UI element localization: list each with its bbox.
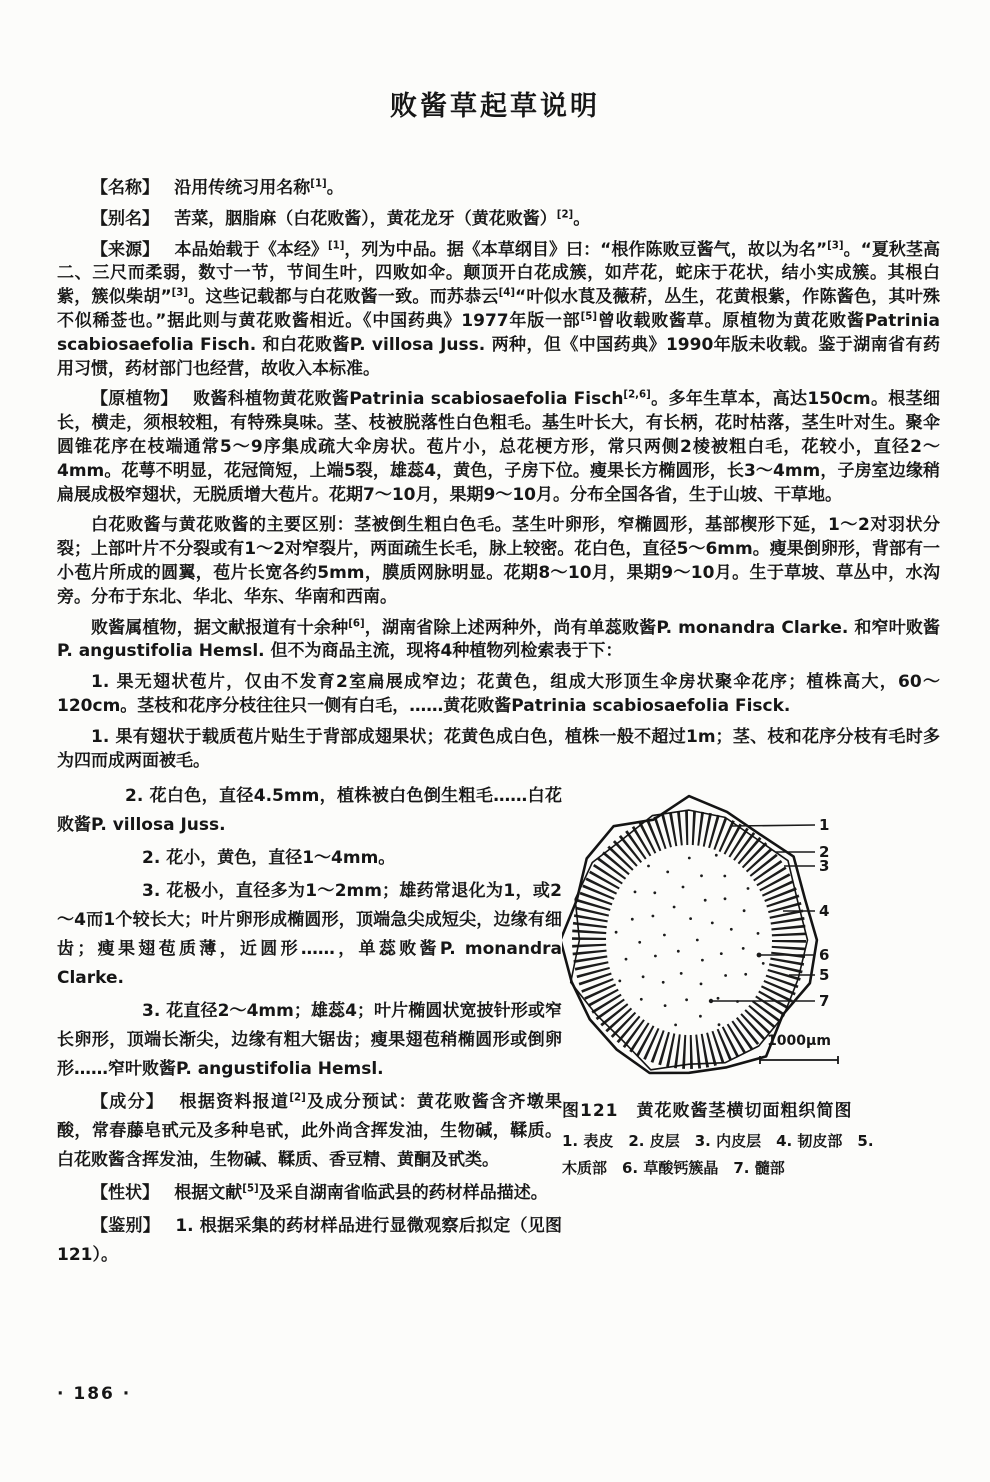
figure-callout: 7 bbox=[819, 992, 830, 1011]
key-item-2a: 2. 花白色，直径4.5mm，植株被白色倒生粗毛……白花败酱P. villosa Juss. bbox=[57, 786, 562, 836]
paragraph-laiyuan: 【来源】 本品始载于《本经》[1]，列为中品。据《本草纲目》曰：“根作陈败豆酱气，故以为名”[3]。“夏秋茎高二、三尺而柔弱，数寸一节，节间生叶，四败如伞。颠顶开白花成簇，如芹花，蛇床于花状，结小实成簇。其根白紫，簇似柴胡”[3]。这些记载都与白花败酱一致。而苏恭云[4]“叶似水茛及薇菥，丛生，花黄根紫，作陈酱色，其叶殊不似稀莶也。”据此则与黄花败酱相近。《中国药典》1977年版一部[5]曾收载败酱草。原植物为黄花败酱Patrinia scabiosaefolia Fisch. 和白花败酱P. villosa Juss. 两种，但《中国药典》1990年版未收载。鉴于湖南省有药用习惯，药材部门也经营，故收入本标准。 bbox=[57, 239, 940, 379]
key-item-3a: 3. 花极小，直径多为1～2mm；雄药常退化为1，或2～4而1个较长大；叶片卵形成椭圆形，顶端急尖成短尖，边缘有细齿；瘦果翅苞质薄，近圆形……，单蕊败酱P. monandra Clarke. bbox=[57, 881, 562, 989]
key-item-3b: 3. 花直径2～4mm；雄蕊4；叶片椭圆状宽披针形或窄长卵形，顶端长渐尖，边缘有粗大锯齿；瘦果翅苞稍椭圆形或倒卵形……窄叶败酱P. angustifolia Hemsl. bbox=[57, 1001, 562, 1080]
section-label: 【别名】 bbox=[91, 208, 159, 229]
paragraph-genus-note: 败酱属植物，据文献报道有十余种[6]，湖南省除上述两种外，尚有单蕊败酱P. monandra Clarke. 和窄叶败酱P. angustifolia Hemsl. 但不为商品主流，现将4种植物列检索表于下： bbox=[57, 617, 941, 662]
pith-pointer-dot bbox=[709, 999, 713, 1003]
figure-callout: 4 bbox=[819, 902, 830, 921]
key-item-2b: 2. 花小，黄色，直径1～4mm。 bbox=[142, 848, 396, 869]
body-text bbox=[0, 123, 990, 1270]
paragraph-bieming: 【别名】 苦菜，胭脂麻（白花败酱），黄花龙牙（黄花败酱）[2]。 bbox=[91, 208, 591, 229]
left-text-column bbox=[57, 782, 562, 1270]
section-label: 【名称】 bbox=[91, 178, 159, 198]
scale-bar bbox=[760, 1056, 838, 1064]
hatch-ring bbox=[589, 828, 789, 1052]
figure-canvas bbox=[562, 790, 940, 1092]
crystal-pointer-dot bbox=[757, 953, 762, 958]
paragraph-xingzhuang: 【性状】 根据文献[5]及采自湖南省临武县的药材样品描述。 bbox=[91, 1183, 548, 1204]
figure-legend: 1. 表皮 2. 皮层 3. 内皮层 4. 韧皮部 5. 木质部 6. 草酸钙簇晶 7. 髓部 bbox=[562, 1132, 874, 1178]
scale-bar-label: 1000μm bbox=[767, 1033, 831, 1050]
paragraph-mingcheng: 【名称】 沿用传统习用名称[1]。 bbox=[91, 178, 344, 198]
key-item-1b: 1. 果有翅状于载质苞片贴生于背部成翅果状；花黄色成白色，植株一般不超过1m；茎、枝和花序分枝有毛时多为四而成两面被毛。 bbox=[57, 726, 940, 771]
key-item-1a: 1. 果无翅状苞片，仅由不发育2室扁展成窄边；花黄色，组成大形顶生伞房状聚伞花序；植株高大，60～120cm。茎枝和花序分枝往往只一侧有白毛，……黄花败酱Patrinia scabiosaefolia Fisck. bbox=[57, 672, 940, 716]
figure-callout: 3 bbox=[819, 857, 830, 876]
figure-callout: 6 bbox=[819, 946, 830, 965]
section-label: 【成分】 bbox=[91, 1092, 165, 1113]
paragraph-jianbie: 【鉴别】 1. 根据采集的药材样品进行显微观察后拟定（见图121）。 bbox=[57, 1216, 562, 1266]
page-number: · 186 · bbox=[57, 1384, 132, 1404]
section-label: 【性状】 bbox=[91, 1183, 159, 1204]
figure-caption-block bbox=[562, 1096, 940, 1182]
paragraph-chengfen: 【成分】 根据资料报道[2]及成分预试：黄花败酱含齐墩果酸，常春藤皂甙元及多种皂甙，此外尚含挥发油，生物碱，鞣质。白花败酱含挥发油，生物碱、鞣质、香豆精、黄酮及甙类。 bbox=[57, 1092, 563, 1171]
figure-caption: 图121 黄花败酱茎横切面粗织简图 bbox=[562, 1101, 853, 1122]
section-label: 【原植物】 bbox=[91, 389, 178, 410]
two-column-region bbox=[57, 782, 940, 1270]
page-title: 败酱草起草说明 bbox=[390, 91, 600, 122]
paragraph-difference: 白花败酱与黄花败酱的主要区别：茎被倒生粗白色毛。茎生叶卵形，窄椭圆形，基部楔形下延，1～2对羽状分裂；上部叶片不分裂或有1～2对窄裂片，两面疏生长毛，脉上较密。花白色，直径5～6mm。瘦果倒卵形，背部有一小苞片所成的圆翼，苞片长宽各约5mm，膜质网脉明显。花期8～10月，果期9～10月。生于草坡、草丛中，水沟旁。分布于东北、华北、华东、华南和西南。 bbox=[57, 515, 940, 607]
figure-callout: 2 bbox=[819, 843, 830, 862]
paragraph-yuanzhiwu: 【原植物】 败酱科植物黄花败酱Patrinia scabiosaefolia Fisch[2,6]。多年生草本，高达150cm。根茎细长，横走，须根较粗，有特殊臭味。茎、枝被脱落性白色粗毛。基生叶长大，有长柄，花时枯落，茎生叶对生。聚伞圆锥花序在枝端通常5～9序集成疏大伞房状。苞片小，总花梗方形，常只两侧2棱被粗白毛，花较小，直径2～4mm。花萼不明显，花冠筒短，上端5裂，雄蕊4，黄色，子房下位。瘦果长方椭圆形，长3～4mm，子房室边缘稍扁展成极窄翅状，无脱质增大苞片。花期7～10月，果期9～10月。分布全国各省，生于山坡、干草地。 bbox=[57, 389, 941, 505]
section-label: 【鉴别】 bbox=[91, 1216, 161, 1237]
stem-cross-section-figure bbox=[562, 790, 940, 1182]
stem-cross-section-drawing bbox=[562, 790, 940, 1092]
figure-callout: 1 bbox=[819, 816, 830, 835]
figure-column bbox=[562, 782, 940, 1270]
figure-callout: 5 bbox=[819, 966, 830, 985]
section-label: 【来源】 bbox=[91, 239, 160, 260]
